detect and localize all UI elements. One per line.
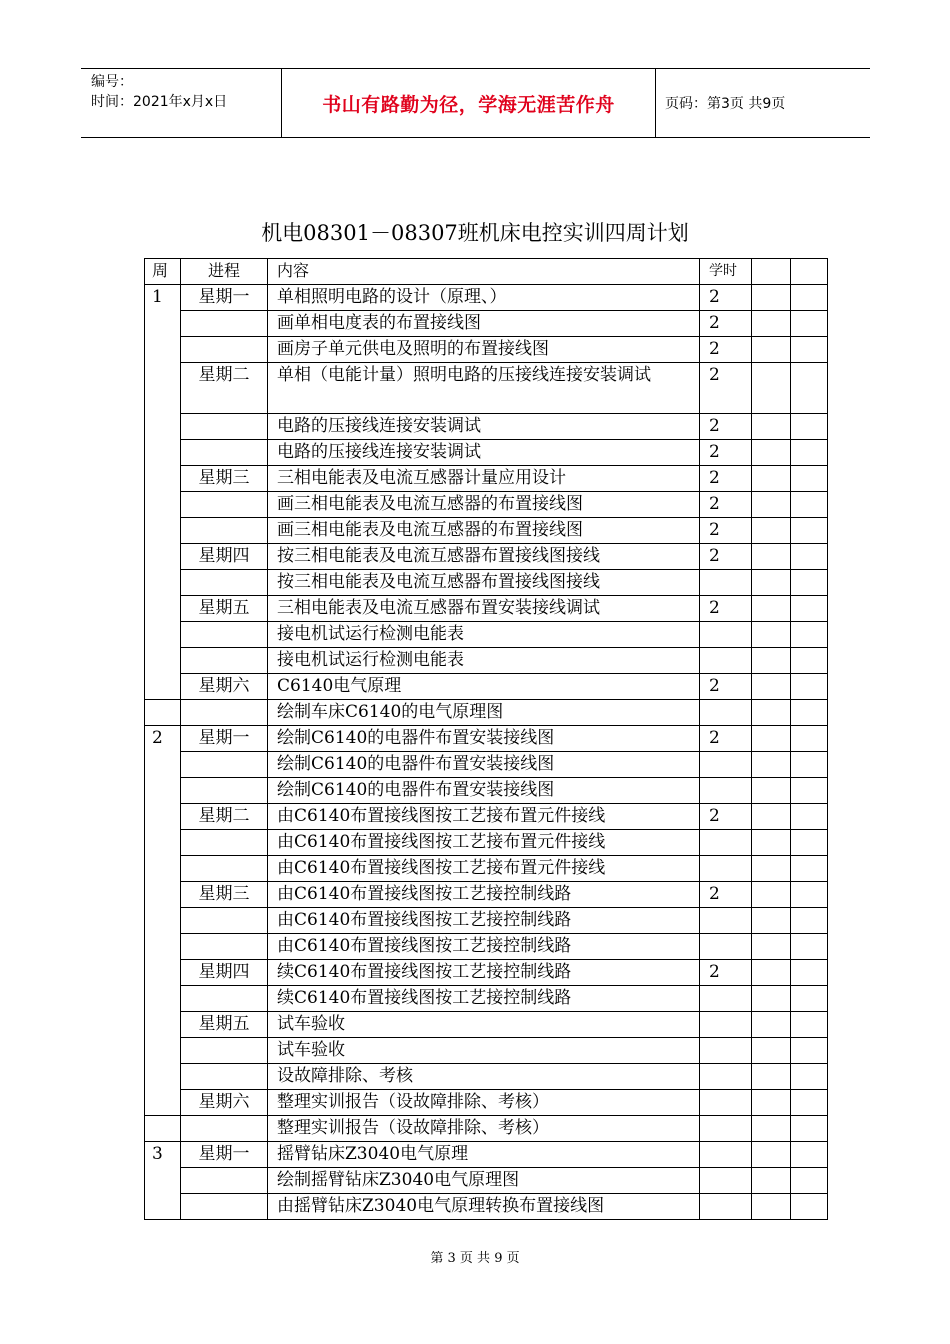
content-cell: 画三相电能表及电流互感器的布置接线图: [268, 492, 700, 518]
day-cell: 星期五: [181, 1012, 268, 1038]
content-cell: 摇臂钻床Z3040电气原理: [268, 1142, 700, 1168]
extra-cell: [791, 700, 828, 726]
week-cell: [145, 1116, 181, 1142]
extra-cell: [791, 363, 828, 414]
hours-cell: [700, 778, 752, 804]
extra-cell: [752, 1012, 791, 1038]
document-title: 机电08301－08307班机床电控实训四周计划: [261, 221, 689, 245]
content-cell: 由C6140布置接线图按工艺接控制线路: [268, 882, 700, 908]
extra-cell: [752, 934, 791, 960]
extra-cell: [752, 960, 791, 986]
extra-cell: [791, 726, 828, 752]
extra-cell: [791, 622, 828, 648]
extra-cell: [752, 856, 791, 882]
content-cell: 试车验收: [268, 1038, 700, 1064]
table-row: [145, 778, 828, 804]
content-cell: 画房子单元供电及照明的布置接线图: [268, 337, 700, 363]
extra-cell: [752, 311, 791, 337]
table-row: [145, 596, 828, 622]
day-cell: [181, 700, 268, 726]
extra-cell: [791, 882, 828, 908]
header-extra-1: [752, 259, 791, 285]
content-cell: 电路的压接线连接安装调试: [268, 440, 700, 466]
table-row: [145, 466, 828, 492]
hours-cell: 2: [700, 518, 752, 544]
hours-cell: 2: [700, 726, 752, 752]
extra-cell: [791, 1038, 828, 1064]
hours-cell: [700, 1038, 752, 1064]
content-cell: 设故障排除、考核: [268, 1064, 700, 1090]
hours-cell: 2: [700, 674, 752, 700]
hours-cell: 2: [700, 440, 752, 466]
extra-cell: [752, 752, 791, 778]
extra-cell: [752, 1168, 791, 1194]
time-label: 时间：2021年x月x日: [91, 94, 228, 110]
day-cell: 星期六: [181, 674, 268, 700]
extra-cell: [791, 570, 828, 596]
extra-cell: [791, 830, 828, 856]
hours-cell: [700, 1168, 752, 1194]
hours-cell: [700, 622, 752, 648]
extra-cell: [752, 544, 791, 570]
number-label: 编号：: [91, 74, 133, 90]
day-cell: [181, 1168, 268, 1194]
hours-cell: [700, 700, 752, 726]
day-cell: [181, 570, 268, 596]
week-cell: 1: [145, 285, 181, 700]
content-cell: 由C6140布置接线图按工艺接布置元件接线: [268, 856, 700, 882]
plan-table: [144, 258, 828, 1220]
extra-cell: [791, 1064, 828, 1090]
content-cell: 由C6140布置接线图按工艺接控制线路: [268, 934, 700, 960]
hours-cell: [700, 830, 752, 856]
day-cell: 星期一: [181, 285, 268, 311]
content-cell: 试车验收: [268, 1012, 700, 1038]
table-row: [145, 934, 828, 960]
table-row: [145, 570, 828, 596]
table-row: [145, 1116, 828, 1142]
table-row: [145, 1038, 828, 1064]
content-cell: 单相（电能计量）照明电路的压接线连接安装调试: [268, 363, 700, 414]
day-cell: [181, 986, 268, 1012]
hours-cell: [700, 1012, 752, 1038]
day-cell: [181, 1116, 268, 1142]
extra-cell: [791, 1142, 828, 1168]
table-row: [145, 285, 828, 311]
header-left-cell: [81, 69, 281, 137]
table-row: [145, 908, 828, 934]
hours-cell: 2: [700, 337, 752, 363]
extra-cell: [791, 440, 828, 466]
table-row: [145, 674, 828, 700]
content-cell: 绘制车床C6140的电气原理图: [268, 700, 700, 726]
day-cell: [181, 778, 268, 804]
table-row: [145, 648, 828, 674]
extra-cell: [791, 1012, 828, 1038]
table-row: [145, 856, 828, 882]
content-cell: 续C6140布置接线图按工艺接控制线路: [268, 960, 700, 986]
hours-cell: 2: [700, 414, 752, 440]
extra-cell: [791, 337, 828, 363]
extra-cell: [791, 778, 828, 804]
table-row: [145, 700, 828, 726]
table-row: [145, 622, 828, 648]
extra-cell: [791, 674, 828, 700]
extra-cell: [791, 414, 828, 440]
header-hours: 学时: [700, 259, 752, 285]
day-cell: [181, 492, 268, 518]
extra-cell: [752, 830, 791, 856]
table-row: [145, 544, 828, 570]
extra-cell: [752, 596, 791, 622]
day-cell: [181, 1194, 268, 1220]
content-cell: 绘制C6140的电器件布置安装接线图: [268, 752, 700, 778]
table-row: [145, 1064, 828, 1090]
table-row: [145, 1142, 828, 1168]
table-row: [145, 337, 828, 363]
extra-cell: [752, 337, 791, 363]
content-cell: 按三相电能表及电流互感器布置接线图接线: [268, 544, 700, 570]
hours-cell: [700, 856, 752, 882]
day-cell: [181, 752, 268, 778]
extra-cell: [752, 570, 791, 596]
extra-cell: [752, 804, 791, 830]
day-cell: [181, 440, 268, 466]
extra-cell: [752, 1090, 791, 1116]
content-cell: 续C6140布置接线图按工艺接控制线路: [268, 986, 700, 1012]
header-content: 内容: [268, 259, 700, 285]
extra-cell: [791, 596, 828, 622]
extra-cell: [752, 518, 791, 544]
content-cell: 按三相电能表及电流互感器布置接线图接线: [268, 570, 700, 596]
header-motto-cell: [281, 69, 656, 137]
day-cell: 星期二: [181, 804, 268, 830]
extra-cell: [791, 986, 828, 1012]
extra-cell: [752, 414, 791, 440]
day-cell: [181, 856, 268, 882]
day-cell: [181, 518, 268, 544]
extra-cell: [752, 363, 791, 414]
day-cell: [181, 934, 268, 960]
extra-cell: [791, 1168, 828, 1194]
table-row: [145, 492, 828, 518]
extra-cell: [752, 674, 791, 700]
extra-cell: [791, 544, 828, 570]
extra-cell: [791, 752, 828, 778]
extra-cell: [752, 622, 791, 648]
content-cell: 画单相电度表的布置接线图: [268, 311, 700, 337]
extra-cell: [752, 1142, 791, 1168]
extra-cell: [752, 1194, 791, 1220]
content-cell: 接电机试运行检测电能表: [268, 648, 700, 674]
hours-cell: [700, 1194, 752, 1220]
week-cell: [145, 700, 181, 726]
extra-cell: [752, 882, 791, 908]
hours-cell: [700, 648, 752, 674]
extra-cell: [791, 466, 828, 492]
extra-cell: [752, 726, 791, 752]
content-cell: 接电机试运行检测电能表: [268, 622, 700, 648]
day-cell: 星期三: [181, 466, 268, 492]
day-cell: [181, 622, 268, 648]
hours-cell: 2: [700, 804, 752, 830]
hours-cell: [700, 1116, 752, 1142]
extra-cell: [791, 1194, 828, 1220]
extra-cell: [752, 492, 791, 518]
hours-cell: [700, 986, 752, 1012]
day-cell: [181, 414, 268, 440]
extra-cell: [752, 285, 791, 311]
day-cell: [181, 1064, 268, 1090]
content-cell: 由C6140布置接线图按工艺接布置元件接线: [268, 830, 700, 856]
extra-cell: [791, 934, 828, 960]
hours-cell: 2: [700, 960, 752, 986]
extra-cell: [791, 648, 828, 674]
extra-cell: [791, 492, 828, 518]
table-row: [145, 804, 828, 830]
table-row: [145, 363, 828, 414]
extra-cell: [791, 518, 828, 544]
header-progress: 进程: [181, 259, 268, 285]
content-cell: 绘制C6140的电器件布置安装接线图: [268, 778, 700, 804]
content-cell: 电路的压接线连接安装调试: [268, 414, 700, 440]
header-extra-2: [791, 259, 828, 285]
hours-cell: 2: [700, 466, 752, 492]
content-cell: 绘制C6140的电器件布置安装接线图: [268, 726, 700, 752]
hours-cell: 2: [700, 596, 752, 622]
table-header-row: [145, 259, 828, 285]
hours-cell: 2: [700, 285, 752, 311]
table-row: [145, 1012, 828, 1038]
day-cell: [181, 311, 268, 337]
table-row: [145, 518, 828, 544]
header-week: 周: [145, 259, 181, 285]
table-row: [145, 440, 828, 466]
header-page-cell: [655, 69, 870, 137]
hours-cell: [700, 1064, 752, 1090]
hours-cell: 2: [700, 882, 752, 908]
extra-cell: [752, 1038, 791, 1064]
extra-cell: [752, 1116, 791, 1142]
extra-cell: [752, 986, 791, 1012]
content-cell: 整理实训报告（设故障排除、考核）: [268, 1090, 700, 1116]
day-cell: 星期一: [181, 1142, 268, 1168]
day-cell: 星期六: [181, 1090, 268, 1116]
table-row: [145, 414, 828, 440]
content-cell: 绘制摇臂钻床Z3040电气原理图: [268, 1168, 700, 1194]
day-cell: 星期二: [181, 363, 268, 414]
content-cell: 三相电能表及电流互感器布置安装接线调试: [268, 596, 700, 622]
day-cell: [181, 337, 268, 363]
extra-cell: [752, 648, 791, 674]
table-row: [145, 830, 828, 856]
content-cell: 整理实训报告（设故障排除、考核）: [268, 1116, 700, 1142]
week-cell: 3: [145, 1142, 181, 1220]
content-cell: 由C6140布置接线图按工艺接布置元件接线: [268, 804, 700, 830]
table-row: [145, 1168, 828, 1194]
extra-cell: [752, 908, 791, 934]
extra-cell: [791, 311, 828, 337]
table-row: [145, 1090, 828, 1116]
day-cell: [181, 830, 268, 856]
content-cell: 由摇臂钻床Z3040电气原理转换布置接线图: [268, 1194, 700, 1220]
content-cell: 单相照明电路的设计（原理、）: [268, 285, 700, 311]
hours-cell: [700, 934, 752, 960]
extra-cell: [791, 1116, 828, 1142]
week-cell: 2: [145, 726, 181, 1116]
table-row: [145, 311, 828, 337]
day-cell: 星期五: [181, 596, 268, 622]
extra-cell: [752, 440, 791, 466]
extra-cell: [752, 1064, 791, 1090]
table-row: [145, 726, 828, 752]
table-row: [145, 882, 828, 908]
hours-cell: [700, 908, 752, 934]
hours-cell: 2: [700, 492, 752, 518]
table-row: [145, 752, 828, 778]
day-cell: 星期四: [181, 544, 268, 570]
hours-cell: [700, 570, 752, 596]
motto-text: 书山有路勤为径，学海无涯苦作舟: [322, 93, 615, 116]
extra-cell: [791, 285, 828, 311]
hours-cell: 2: [700, 363, 752, 414]
day-cell: [181, 908, 268, 934]
content-cell: 由C6140布置接线图按工艺接控制线路: [268, 908, 700, 934]
table-row: [145, 986, 828, 1012]
document-header: [81, 68, 870, 138]
content-cell: 三相电能表及电流互感器计量应用设计: [268, 466, 700, 492]
extra-cell: [791, 856, 828, 882]
hours-cell: [700, 752, 752, 778]
hours-cell: 2: [700, 311, 752, 337]
content-cell: C6140电气原理: [268, 674, 700, 700]
extra-cell: [791, 960, 828, 986]
table-row: [145, 960, 828, 986]
hours-cell: [700, 1142, 752, 1168]
page-footer: 第 3 页 共 9 页: [430, 1251, 520, 1266]
day-cell: 星期四: [181, 960, 268, 986]
extra-cell: [791, 908, 828, 934]
extra-cell: [752, 778, 791, 804]
extra-cell: [752, 700, 791, 726]
extra-cell: [752, 466, 791, 492]
hours-cell: [700, 1090, 752, 1116]
day-cell: 星期一: [181, 726, 268, 752]
day-cell: 星期三: [181, 882, 268, 908]
content-cell: 画三相电能表及电流互感器的布置接线图: [268, 518, 700, 544]
day-cell: [181, 1038, 268, 1064]
page-info: 页码：第3页 共9页: [665, 96, 786, 112]
extra-cell: [791, 1090, 828, 1116]
hours-cell: 2: [700, 544, 752, 570]
table-row: [145, 1194, 828, 1220]
day-cell: [181, 648, 268, 674]
extra-cell: [791, 804, 828, 830]
